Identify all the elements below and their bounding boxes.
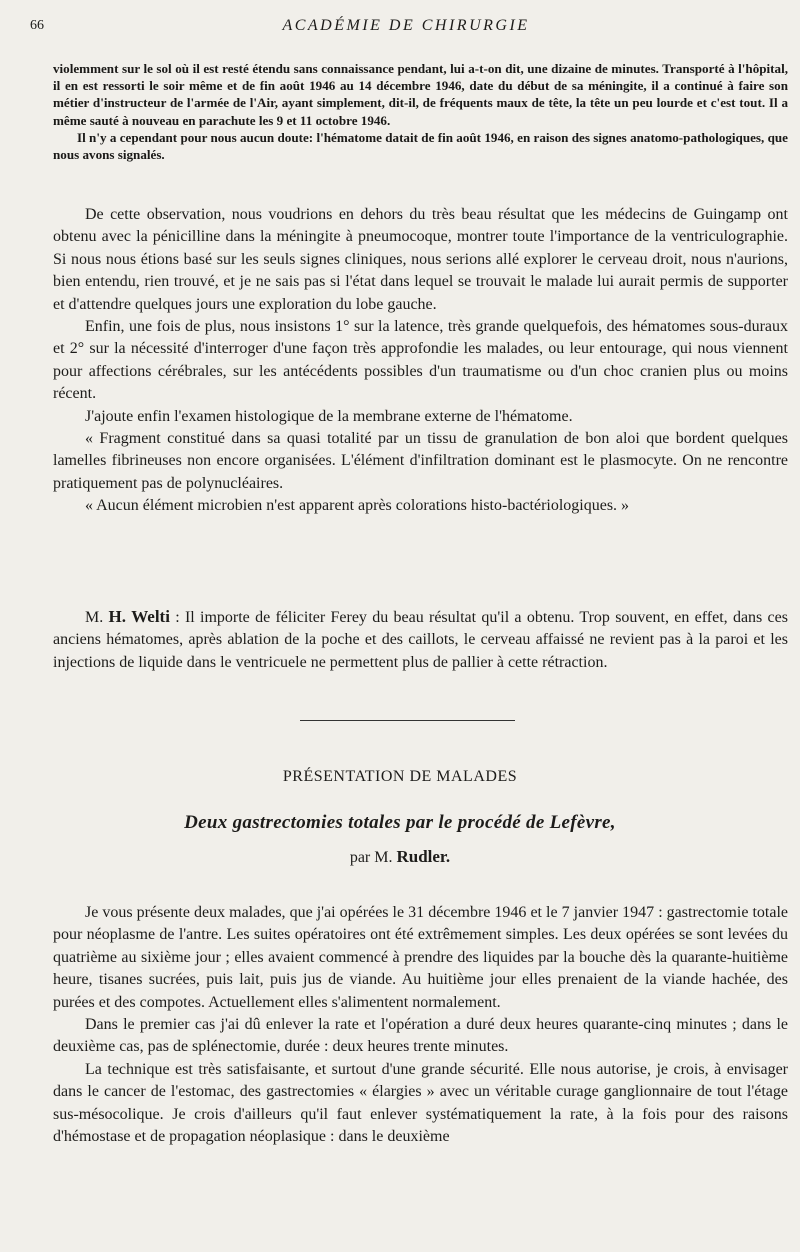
body-paragraph: Dans le premier cas j'ai dû enlever la rate et l'opération a duré deux heures quarante-cinq minutes ; dans le deuxième cas, pas de splénectomie, durée : deux heures trente minutes. [53, 1016, 788, 1056]
case-report-continuation [53, 60, 788, 163]
section-divider [300, 720, 515, 721]
welti-text: : Il importe de féliciter Ferey du beau résultat qu'il a obtenu. Trop souvent, en effet, dans ces anciens hématomes, après ablation de la poche et des caillots, le cerveau affaissé ne revient pas à la paroi et les injections de liquide dans le ventricuele ne permettent plus de pallier à cette rétraction. [53, 609, 788, 671]
section-title: PRÉSENTATION DE MALADES [282, 768, 518, 785]
quoted-paragraph: « Aucun élément microbien n'est apparent après colorations histo-bactériologiques. » [85, 497, 630, 515]
article-title: Deux gastrectomies totales par le procédé de Lefèvre, [184, 812, 616, 833]
welti-paragraph [53, 606, 788, 674]
body-paragraph: Enfin, une fois de plus, nous insistons 1° sur la latence, très grande quelquefois, des hématomes sous-duraux et 2° sur la nécessité d'interroger d'une façon très approfondie les malades, ou leur entourage, qui nous viennent pour affections cérébrales, sur les antécédents possibles d'un traumatisme ou d'un choc cranien plus ou moins récent. [53, 318, 788, 403]
body-paragraph: Je vous présente deux malades, que j'ai opérées le 31 décembre 1946 et le 7 janvier 1947 : gastrectomie totale pour néoplasme de l'antre. Les suites opératoires ont été extrêmement simples. Les deux opérées se sont levées du quatrième au sixième jour ; elles avaient commencé à prendre des liquides par la bouche dès la quarante-huitième heure, tisanes sucrées, puis lait, puis jus de viande. Au huitième jour elles prenaient de la viande hachée, des purées et des compotes. Actuellement elles s'alimentent normalement. [53, 904, 788, 1011]
body-paragraph: J'ajoute enfin l'examen histologique de la membrane externe de l'hématome. [85, 407, 573, 425]
case-report-paragraph: Il n'y a cependant pour nous aucun doute: l'hématome datait de fin août 1946, en raison des signes anatomo-pathologiques, que nous avons signalés. [53, 129, 788, 163]
byline-prefix: par M. [349, 849, 397, 866]
body-paragraph: De cette observation, nous voudrions en dehors du très beau résultat que les médecins de Guingamp ont obtenu avec la pénicilline dans la méningite à pneumocoque, montrer toute l'importance de la ventriculographie. Si nous nous étions basé sur les seuls signes cliniques, nous serions allé explorer le cerveau droit, nous n'aurions, bien entendu, rien trouvé, et je ne sais pas si l'état dans lequel se trouvait le malade lui aurait permis de supporter et d'attendre quelques jours une exploration du lobe gauche. [53, 206, 788, 313]
observation-discussion [53, 204, 788, 518]
case-report-paragraph: violemment sur le sol où il est resté étendu sans connaissance pendant, lui a-t-on dit, une dizaine de minutes. Transporté à l'hôpital, il en est ressorti le soir même et de fin août 1946 au 14 décembre 1946, date du début de sa méningite, il a continué à faire son métier d'instructeur de l'armée de l'Air, ayant simplement, dit-il, de fréquents maux de tête, la tête un peu lourde et c'est tout. Il a même sauté à nouveau en parachute les 9 et 11 octobre 1946. [53, 61, 788, 128]
page-header [30, 18, 782, 42]
quoted-paragraph: « Fragment constitué dans sa quasi totalité par un tissu de granulation de bon aloi que bordent quelques lamelles fibrineuses non encore organisées. L'élément d'infiltration dominant est le plasmocyte. On ne rencontre pratiquement pas de polynucléaires. [53, 430, 788, 492]
rudler-presentation [53, 902, 788, 1148]
author-name: Rudler. [396, 847, 451, 866]
speaker-prefix: M. [85, 609, 109, 626]
body-paragraph: La technique est très satisfaisante, et surtout d'une grande sécurité. Elle nous autorise, je crois, à envisager dans le cancer de l'estomac, des gastrectomies « élargies » avec un véritable curage ganglionnaire de tout l'étage sus-mésocolique. Je crois d'ailleurs qu'il faut enlever systématiquement la rate, à la fois pour des raisons d'hémostase et de propagation néoplasique : dans le deuxième [53, 1060, 788, 1146]
running-title: ACADÉMIE DE CHIRURGIE [282, 17, 530, 34]
speaker-name: H. Welti [108, 607, 170, 626]
welti-comment [53, 606, 788, 674]
page-number: 66 [30, 18, 44, 33]
byline [0, 847, 800, 867]
